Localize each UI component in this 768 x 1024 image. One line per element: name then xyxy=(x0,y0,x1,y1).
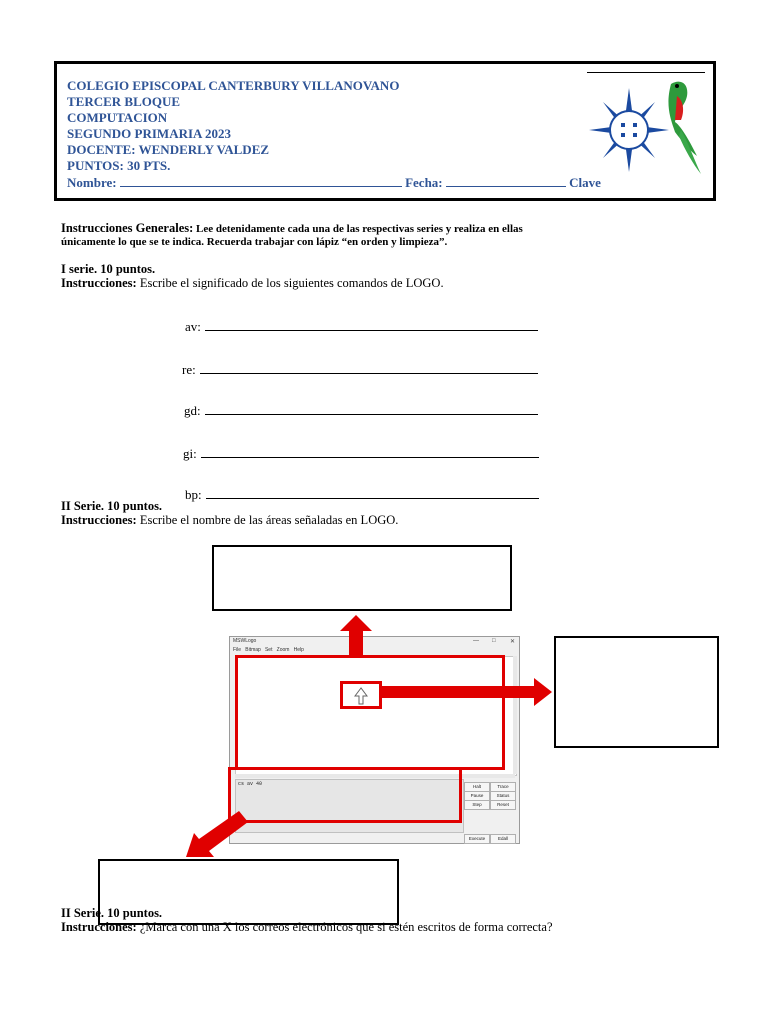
grade-label: SEGUNDO PRIMARIA 2023 xyxy=(67,126,231,141)
command-label: av: xyxy=(185,319,201,334)
command-row-gi xyxy=(183,445,539,462)
answer-line[interactable] xyxy=(200,361,538,374)
series2-title: II Serie. 10 puntos. xyxy=(61,499,163,513)
points-label: PUNTOS: 30 PTS. xyxy=(67,158,171,173)
menu-item: Set xyxy=(264,647,273,653)
minimize-icon: — xyxy=(473,638,479,644)
series2-instructions xyxy=(61,513,398,528)
series3-instr-label: Instrucciones: xyxy=(61,920,137,934)
arrow-down-left xyxy=(186,811,248,857)
command-row-av xyxy=(185,318,538,335)
series1-instr-label: Instrucciones: xyxy=(61,276,137,290)
arrow-up-shaft xyxy=(349,628,363,657)
answer-line[interactable] xyxy=(206,486,539,499)
name-label: Nombre: xyxy=(67,175,117,190)
command-row-gd xyxy=(184,402,538,419)
arrow-right-head xyxy=(534,678,552,706)
trace-button: Trace xyxy=(490,782,516,792)
execute-button: Execute xyxy=(464,834,490,844)
menu-item: Bitmap xyxy=(245,647,261,653)
name-date-row xyxy=(67,175,601,191)
series3-instr-text: ¿Marca con una X los correos electrónicos que si estén escritos de forma correcta? xyxy=(139,920,553,934)
logo-menu-bar xyxy=(233,647,304,653)
console-text: cs av 40 xyxy=(238,781,263,787)
command-label: gi: xyxy=(183,446,197,461)
key-label: Clave xyxy=(569,175,601,190)
close-icon: ✕ xyxy=(510,639,516,645)
vertical-scrollbar xyxy=(513,656,517,774)
teacher-label: DOCENTE: WENDERLY VALDEZ xyxy=(67,142,270,157)
maximize-icon: □ xyxy=(492,638,496,644)
school-logo xyxy=(585,70,710,180)
general-instructions-text2: únicamente lo que se te indica. Recuerda trabajar con lápiz “en orden y limpieza”. xyxy=(61,236,448,248)
arrow-up-head xyxy=(340,615,372,631)
series1-instr-text: Escribe el significado de los siguientes comandos de LOGO. xyxy=(139,276,444,290)
halt-button: Halt xyxy=(464,782,490,792)
status-button: Status xyxy=(490,791,516,801)
step-button: Step xyxy=(464,800,490,810)
logo-window-title: MSWLogo xyxy=(233,638,257,644)
header-box xyxy=(54,61,716,201)
command-label: gd: xyxy=(184,403,201,418)
menu-item: Help xyxy=(293,647,304,653)
menu-item: File xyxy=(233,647,242,653)
series2-instr-text: Escribe el nombre de las áreas señaladas en LOGO. xyxy=(139,513,399,527)
answer-box-turtle[interactable] xyxy=(554,636,719,748)
series2-instr-label: Instrucciones: xyxy=(61,513,137,527)
general-instructions-text1: Lee detenidamente cada una de las respectivas series y realiza en ellas xyxy=(196,223,523,235)
name-blank[interactable] xyxy=(120,175,402,187)
series3-instructions xyxy=(61,920,553,935)
series3-title: II Serie. 10 puntos. xyxy=(61,906,163,920)
answer-box-menu[interactable] xyxy=(212,545,512,611)
highlight-drawing-area xyxy=(235,655,505,770)
block-label: TERCER BLOQUE xyxy=(67,94,181,109)
answer-line[interactable] xyxy=(201,445,539,458)
command-row-re xyxy=(182,361,538,378)
edall-button: Edall xyxy=(490,834,516,844)
date-label: Fecha: xyxy=(405,175,443,190)
turtle-icon xyxy=(351,686,371,706)
highlight-console xyxy=(228,767,462,823)
pause-button: Pause xyxy=(464,791,490,801)
subject-label: COMPUTACION xyxy=(67,110,168,125)
series1-title: I serie. 10 puntos. xyxy=(61,262,156,276)
school-name: COLEGIO EPISCOPAL CANTERBURY VILLANOVANO xyxy=(67,78,400,93)
general-instructions-label: Instrucciones Generales: xyxy=(61,221,194,235)
series1-instructions xyxy=(61,276,444,291)
answer-line[interactable] xyxy=(205,402,538,415)
answer-line[interactable] xyxy=(205,318,538,331)
reset-button: Reset xyxy=(490,800,516,810)
command-label: bp: xyxy=(185,487,202,502)
arrow-right-shaft xyxy=(382,686,536,698)
date-blank[interactable] xyxy=(446,175,566,187)
command-row-bp xyxy=(185,486,539,503)
command-label: re: xyxy=(182,362,196,377)
menu-item: Zoom xyxy=(276,647,290,653)
